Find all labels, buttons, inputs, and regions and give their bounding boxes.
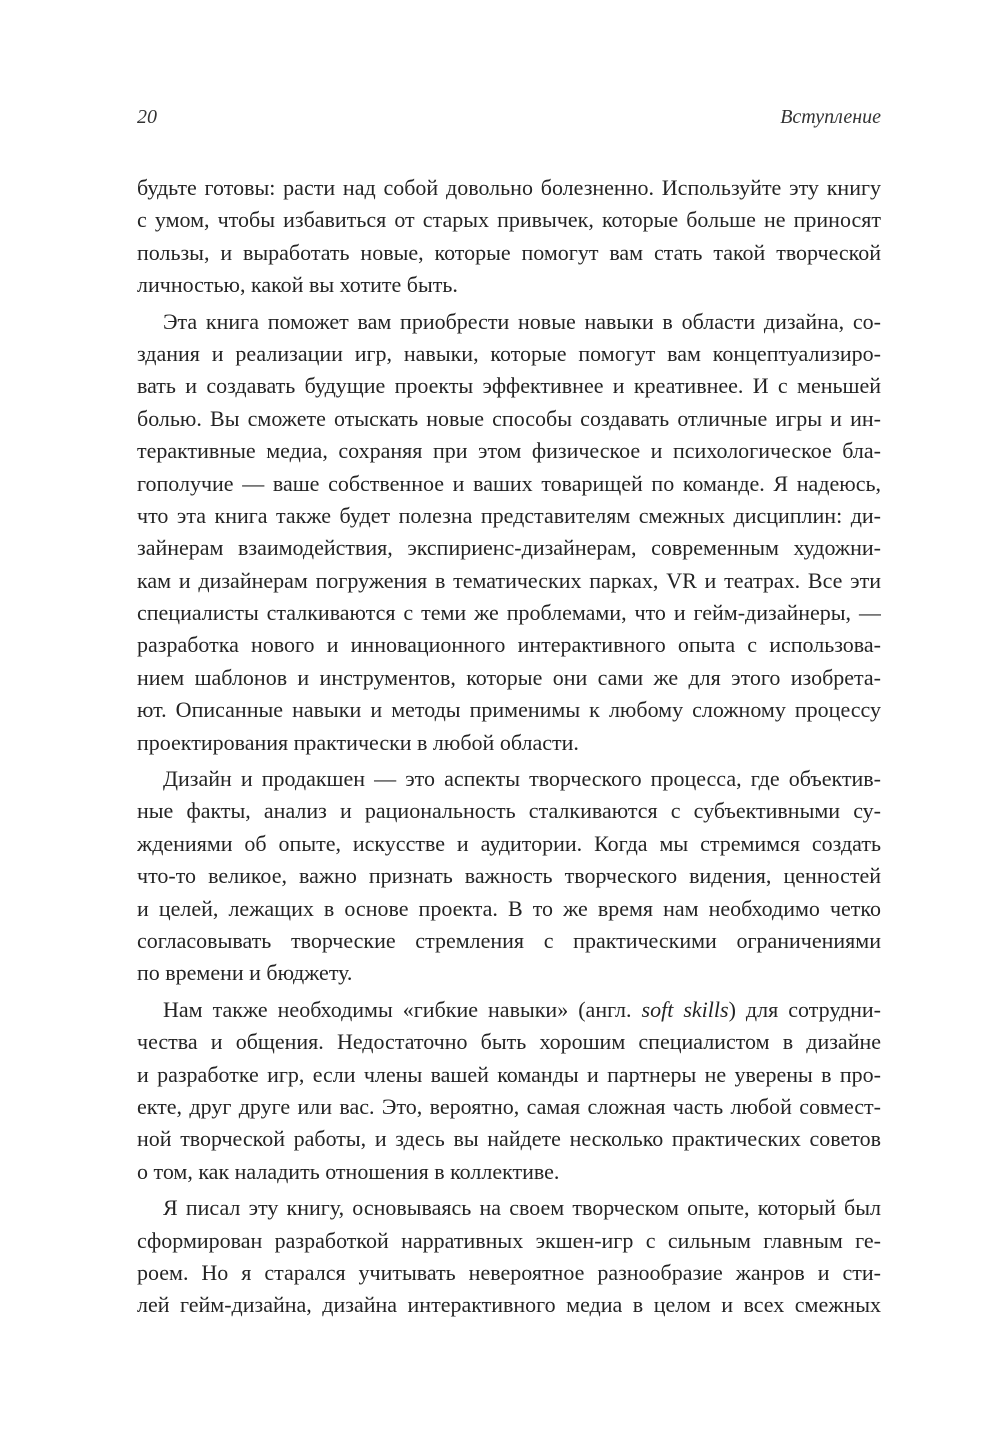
text-line: о том, как наладить отношения в коллективе.: [137, 1158, 560, 1184]
text-line: согласовывать творческие стремления с практическими ограничениями: [137, 927, 881, 953]
text-line: по времени и бюджету.: [137, 960, 353, 986]
text-line: ют. Описанные навыки и методы применимы к любому сложному процессу: [137, 697, 881, 723]
text-line: лей гейм-дизайна, дизайна интерактивного медиа в целом и всех смежных: [137, 1292, 881, 1318]
running-header: [137, 106, 881, 136]
text-line: екте, друг друге или вас. Это, вероятно, самая сложная часть любой совмест-: [137, 1093, 881, 1119]
text-line: здания и реализации игр, навыки, которые помогут вам концептуализиро-: [137, 340, 881, 366]
page-number: 20: [137, 106, 157, 128]
text-line: будьте готовы: расти над собой довольно болезненно. Используйте эту книгу: [137, 175, 881, 200]
paragraph: [137, 763, 881, 990]
text-line: вать и создавать будущие проекты эффективнее и креативнее. И с меньшей: [137, 373, 881, 399]
text-line: ной творческой работы, и здесь вы найдете несколько практических советов: [137, 1126, 881, 1152]
text-line: кам и дизайнерам погружения в тематических парках, VR и театрах. Все эти: [137, 567, 881, 593]
foreign-term: soft skills: [641, 996, 729, 1022]
text-line: Дизайн и продакшен — это аспекты творческого процесса, где объектив-: [163, 766, 881, 792]
text-line: Эта книга поможет вам приобрести новые навыки в области дизайна, со-: [163, 308, 881, 334]
text-line: специалисты сталкиваются с теми же проблемами, что и гейм-дизайнеры, —: [137, 600, 881, 626]
text-line: и целей, лежащих в основе проекта. В то же время нам необходимо четко: [137, 895, 881, 921]
text-line: Я писал эту книгу, основываясь на своем творческом опыте, который был: [163, 1195, 881, 1221]
running-title: Вступление: [780, 106, 881, 128]
text-line: проектирования практически в любой области.: [137, 729, 579, 755]
text-line: роем. Но я старался учитывать невероятное разнообразие жанров и сти-: [137, 1259, 881, 1285]
paragraph: [137, 1192, 881, 1322]
paragraph: [137, 306, 881, 759]
text-line: с умом, чтобы избавиться от старых привычек, которые больше не приносят: [137, 207, 881, 233]
text-line: что-то великое, важно признать важность творческого видения, ценностей: [137, 863, 881, 889]
text-line: разработка нового и инновационного интерактивного опыта с использова-: [137, 632, 881, 658]
text-line: что эта книга также будет полезна представителям смежных дисциплин: ди-: [137, 502, 881, 528]
paragraph: [137, 172, 881, 302]
text-line: болью. Вы сможете отыскать новые способы создавать отличные игры и ин-: [137, 405, 881, 431]
text-line: терактивные медиа, сохраняя при этом физическое и психологическое бла-: [137, 438, 881, 464]
paragraph: [137, 994, 881, 1188]
text-line: ные факты, анализ и рациональность сталкиваются с субъективными су-: [137, 798, 881, 824]
text-line: нием шаблонов и инструментов, которые они сами же для этого изобрета-: [137, 664, 881, 690]
text-line: пользы, и выработать новые, которые помогут вам стать такой творческой: [137, 239, 881, 265]
text-line: чества и общения. Недостаточно быть хорошим специалистом в дизайне: [137, 1029, 881, 1055]
text-line: Нам также необходимы «гибкие навыки» (англ. soft skills) для сотрудни-: [163, 996, 881, 1022]
text-line: сформирован разработкой нарративных экшен-игр с сильным главным ге-: [137, 1227, 881, 1253]
body-text: [137, 172, 881, 1322]
text-line: гополучие — ваше собственное и ваших товарищей по команде. Я надеюсь,: [137, 470, 881, 496]
text-line: ждениями об опыте, искусстве и аудитории. Когда мы стремимся создать: [137, 830, 881, 856]
text-line: зайнерам взаимодействия, экспириенс-дизайнерам, современным художни-: [137, 535, 881, 561]
text-line: и разработке игр, если члены вашей команды и партнеры не уверены в про-: [137, 1061, 881, 1087]
text-line: личностью, какой вы хотите быть.: [137, 272, 458, 298]
